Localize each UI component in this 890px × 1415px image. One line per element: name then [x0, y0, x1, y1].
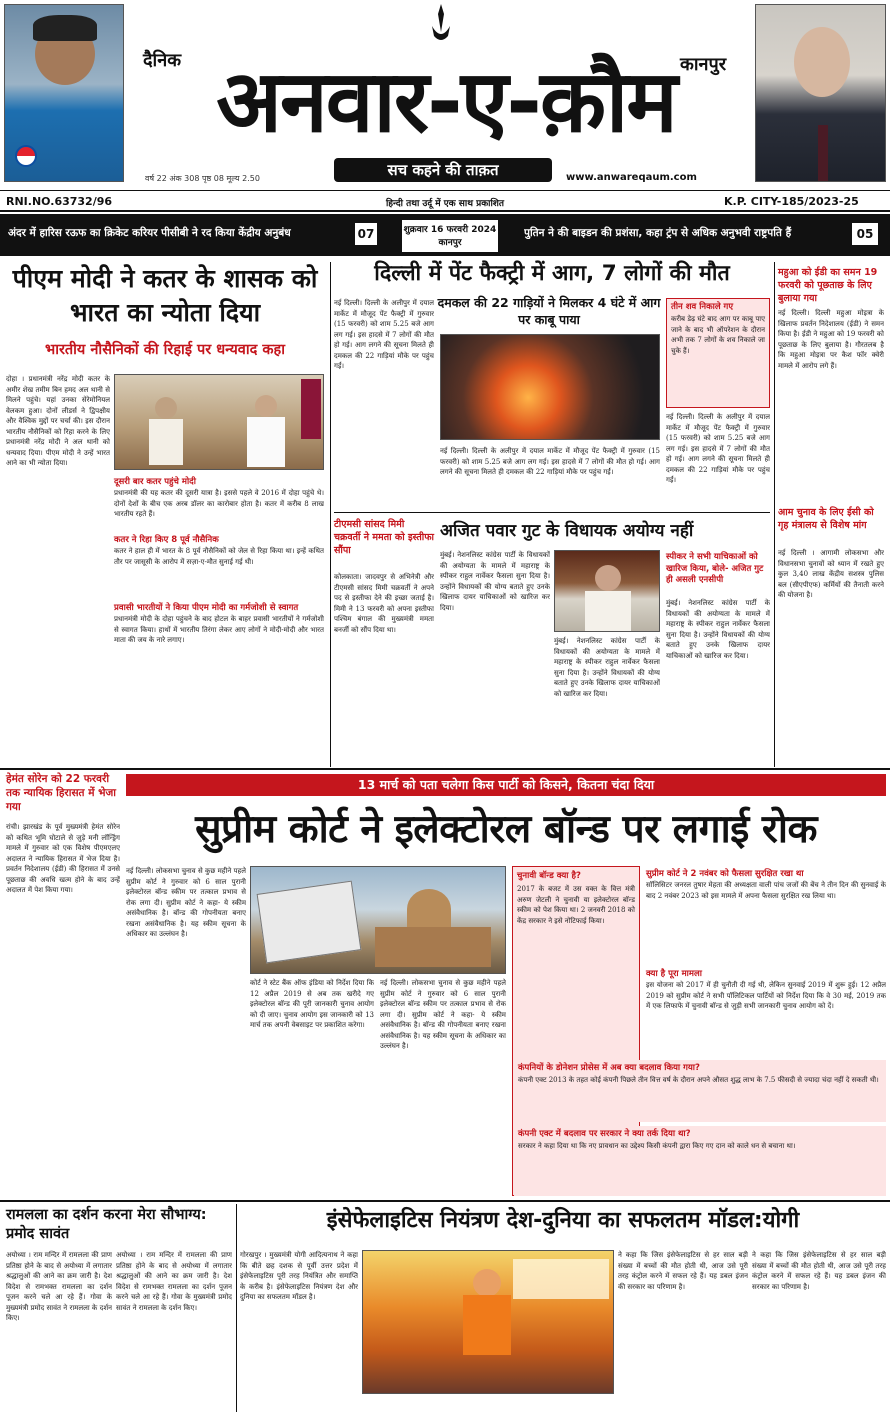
teaser-left[interactable]	[8, 226, 348, 240]
delhi-fire-headline: दिल्ली में पेंट फैक्ट्री में आग, 7 लोगों की मौत	[374, 261, 730, 286]
teaser-right[interactable]	[524, 226, 844, 240]
bond-body: नई दिल्ली। लोकसभा चुनाव से कुछ महीने पहले सुप्रीम कोर्ट ने गुरुवार को 6 साल पुरानी इलेक्टोरल बॉन्ड स्कीम पर तत्काल प्रभाव से रोक लगा दी। सुप्रीम कोर्ट ने कहा- ये स्कीम असंवैधानिक है। बॉन्ड की गोपनीयता बनाए रखना असंवैधानिक है। यह स्कीम सूचना के अधिकार का उल्लंघन है।	[126, 867, 246, 938]
fire-box-title: तीन शव निकाले गए	[671, 302, 734, 312]
bond-box1-body: 2017 के बजट में उस वक्त के वित्त मंत्री अरुण जेटली ने चुनावी या इलेक्टोरल बॉन्ड स्कीम को पेश किया था। 2 जनवरी 2018 को केंद्र सरकार ने इसे नोटिफाई किया।	[517, 885, 635, 925]
yogi-body: गोरखपुर । मुख्यमंत्री योगी आदित्यनाथ ने कहा कि बीते छह दशक से पूर्वी उत्तर प्रदेश में इंसेफेलाइटिस पूरी तरह नियंत्रित और समाप्ति के करीब है। इंसेफेलाइटिस नियंत्रण देश और दुनिया का सफलतम मॉडल है।	[240, 1251, 358, 1301]
bond-kicker: 13 मार्च को पता चलेगा किस पार्टी को किसने, कितना चंदा दिया	[357, 777, 655, 792]
bond-box1-title: चुनावी बॉन्ड क्या है?	[517, 871, 581, 881]
bond-box3-title: क्या है पूरा मामला	[646, 969, 702, 979]
rni-number: RNI.NO.63732/96	[6, 195, 113, 208]
mahua-body2: नई दिल्ली । आगामी लोकसभा और विधानसभा चुनावों को ध्यान में रखते हुए कुल 3,40 लाख केंद्रीय सशस्त्र पुलिस बल (सीएपीएफ) कर्मियों की तैनाती करने की योजना है।	[778, 549, 884, 599]
ram-body: अयोध्या । राम मन्दिर में रामलला की प्राण प्रतिष्ठा होने के बाद से अयोध्या में लगातार श्रद्धालुओं की आने का क्रम जारी है। देश विदेश से रामभक्त रामलला का दर्शन पूजन करने चले आ रहे हैं। गोवा के मुख्यमंत्री प्रमोद सावंत ने रामलला के दर्शन किए।	[6, 1251, 112, 1322]
date-box	[402, 220, 498, 252]
modi-headline: पीएम मोदी ने कतर के शासक को भारत का न्योता दिया	[12, 264, 318, 327]
fire-box-body: करीब डेढ़ घंटे बाद आग पर काबू पाए जाने के बाद भी ऑपरेशन के दौरान अभी तक 7 लोगों के शव निकाले जा चुके हैं।	[671, 315, 765, 355]
ajit-body-2: मुंबई। नेशनलिस्ट कांग्रेस पार्टी के विधायकों की अयोग्यता के मामले में महाराष्ट्र के स्पीकर राहुल नार्वेकर फैसला सुना दिया है। उन्होंने विधायकों की योग्य बताते हुए उनके खिलाफ दायर याचिकाओं को खारिज कर दिया।	[554, 637, 660, 698]
teaser-bar	[0, 214, 890, 256]
delhi-fire-subheadline: दमकल की 22 गाड़ियों ने मिलकर 4 घंटे में आग पर काबू पाया	[437, 295, 661, 327]
bond-body-2: कोर्ट ने स्टेट बैंक ऑफ इंडिया को निर्देश दिया कि 12 अप्रैल 2019 से अब तक खरीदे गए इलेक्टोरल बॉन्ड की पूरी जानकारी चुनाव आयोग को दी जाए। चुनाव आयोग इस जानकारी को 13 मार्च तक अपनी वेबसाइट पर प्रकाशित करेगा।	[250, 979, 374, 1029]
section-rule-2	[0, 1200, 890, 1202]
yogi-body-2: ने कहा कि जिस इंसेफेलाइटिस से हर साल बड़ी संख्या में बच्चों की मौत होती थी, आज उसे पूरी तरह कंट्रोल करने में सफल रहे हैं। यह डबल इंजन की सरकार का परिणाम है।	[618, 1251, 748, 1291]
teaser-left-text: अंदर में हारिस रऊफ का क्रिकेट करियर पीसीबी ने रद किया केंद्रीय अनुबंध	[8, 227, 291, 239]
bond-box4-title: कंपनियों के डोनेशन प्रोसेस में अब क्या बदलाव किया गया?	[518, 1063, 700, 1073]
teaser-right-text: पुतिन ने की बाइडन की प्रशंसा, कहा ट्रंप से अधिक अनुभवी राष्ट्रपति हैं	[524, 227, 792, 239]
cricketer-photo	[4, 4, 124, 182]
masthead	[0, 0, 890, 190]
mahua-sub2: आम चुनाव के लिए ईसी को गृह मंत्रालय से विशेष मांग	[778, 507, 874, 531]
bond-box2-body: सॉलिसिटर जनरल तुषार मेहता की अध्यक्षता वाली पांच जजों की बेंच ने तीन दिन की सुनवाई के बाद 2 नवंबर 2023 को इस मामले में अपना फैसला सुरक्षित रख लिया था।	[646, 881, 886, 900]
tagline-banner	[334, 158, 552, 182]
city-label: कानपुर	[680, 54, 727, 75]
bond-body-3: नई दिल्ली। लोकसभा चुनाव से कुछ महीने पहले सुप्रीम कोर्ट ने गुरुवार को 6 साल पुरानी इलेक्टोरल बॉन्ड स्कीम पर तत्काल प्रभाव से रोक लगा दी। सुप्रीम कोर्ट ने कहा- ये स्कीम असंवैधानिक है। बॉन्ड की गोपनीयता बनाए रखना असंवैधानिक है। यह स्कीम सूचना के अधिकार का उल्लंघन है।	[380, 979, 506, 1050]
mahua-body: नई दिल्ली। दिल्ली महुआ मोइत्रा के खिलाफ प्रवर्तन निदेशालय (ईडी) ने समन किया है। ईडी ने महुआ को 19 फरवरी को पूछताछ के लिए बुलाया है। गौरतलब है कि महुआ मोइत्रा पर कैश फॉर क्वेरी मामले में आरोप लगे हैं।	[778, 309, 884, 370]
putin-photo	[755, 4, 886, 182]
bond-box5-title: कंपनी एक्ट में बदलाव पर सरकार ने क्या तर्क दिया था?	[518, 1129, 691, 1139]
languages-strip: हिन्दी तथा उर्दू में एक साथ प्रकाशित	[385, 199, 505, 209]
tms-headline: टीएमसी सांसद मिमी चक्रवर्ती ने ममता को इस्तीफा सौंपा	[334, 519, 435, 556]
modi-sec3-title: प्रवासी भारतीयों ने किया पीएम मोदी का गर्मजोशी से स्वागत	[114, 603, 299, 613]
delhi-fire-photo	[440, 334, 660, 440]
website-url[interactable]: www.anwareqaum.com	[566, 172, 697, 183]
modi-subheadline: भारतीय नौसैनिकों की रिहाई पर धन्यवाद कहा	[45, 342, 285, 358]
fire-bottom-rule	[334, 512, 770, 513]
modi-sec2-title: कतर ने रिहा किए 8 पूर्व नौसैनिक	[114, 535, 219, 545]
delhi-fire-body-3: नई दिल्ली। दिल्ली के अलीपुर में दयाल मार्केट में मौजूद पेंट फैक्ट्री में गुरुवार (15 फरवरी) को शाम 5.25 बजे आग लग गई। इस हादसे में 7 लोगों की मौत हो गई। आग लगने की सूचना मिलते ही दमकल की 22 गाड़ियां मौके पर पहुंच गईं।	[666, 413, 770, 484]
ajit-body: मुंबई। नेशनलिस्ट कांग्रेस पार्टी के विधायकों की अयोग्यता के मामले में महाराष्ट्र के स्पीकर राहुल नार्वेकर फैसला सुना दिया है। उन्होंने विधायकों की योग्य बताते हुए उनके खिलाफ दायर याचिकाओं को खारिज कर दिया।	[440, 551, 550, 612]
teaser-left-page: 07	[355, 223, 377, 245]
ajit-side-title: स्पीकर ने सभी याचिकाओं को खारिज किया, बोले- अजित गुट ही असली एनसीपी	[666, 552, 764, 585]
mahua-headline: महुआ को ईडी का समन 19 फरवरी को पूछताछ के लिए बुलाया गया	[778, 267, 878, 304]
bond-box4-body: कंपनी एक्ट 2013 के तहत कोई कंपनी पिछले तीन वित्त वर्ष के दौरान अपने औसत शुद्ध लाभ के 7.5 फीसदी से ज्यादा चंदा नहीं दे सकती थी।	[518, 1076, 879, 1084]
modi-sec1-body: प्रधानमंत्री की यह कतर की दूसरी यात्रा है। इससे पहले वे 2016 में दोहा पहुंचे थे। दोनों देशों के बीच एक अरब डॉलर का कारोबार होता है। कतर में करीब 8 लाख भारतीय रहते हैं।	[114, 489, 324, 518]
yogi-event-photo	[362, 1250, 614, 1394]
modi-sec1-title: दूसरी बार कतर पहुंचे मोदी	[114, 477, 196, 487]
yogi-body-3: ने कहा कि जिस इंसेफेलाइटिस से हर साल बड़ी संख्या में बच्चों की मौत होती थी, आज उसे पूरी तरह कंट्रोल करने में सफल रहे हैं। यह डबल इंजन की सरकार का परिणाम है।	[752, 1251, 886, 1291]
kp-city-number: K.P. CITY-185/2023-25	[724, 195, 859, 208]
modi-sec2-body: कतर ने हाल ही में भारत के 8 पूर्व नौसैनिकों को जेल से रिहा किया था। इन्हें कथित तौर पर जासूसी के आरोप में सज़ा-ए-मौत सुनाई गई थी।	[114, 547, 324, 566]
teaser-right-page: 05	[852, 223, 878, 245]
col-divider-2	[774, 262, 775, 767]
bond-box-5	[514, 1126, 886, 1196]
bond-box5-body: सरकार ने कहा दिया था कि नए प्रावधान का उद्देश्य किसी कंपनी द्वारा किए गए दान को काले धन से बचाना था।	[518, 1142, 796, 1150]
ram-body-2: अयोध्या । राम मन्दिर में रामलला की प्राण प्रतिष्ठा होने के बाद से अयोध्या में लगातार श्रद्धालुओं की आने का क्रम जारी है। देश विदेश से रामभक्त रामलला का दर्शन पूजन करने चले आ रहे हैं। गोवा के मुख्यमंत्री प्रमोद सावंत ने रामलला के दर्शन किए।	[116, 1251, 232, 1312]
bond-box-4	[514, 1060, 886, 1122]
ram-headline: रामलला का दर्शन करना मेरा सौभाग्य: प्रमोद सावंत	[6, 1207, 207, 1242]
rni-bar	[0, 190, 890, 212]
issue-meta-strip: वर्ष 22 अंक 308 पृष्ठ 08 मूल्य 2.50	[145, 174, 260, 183]
tms-body: कोलकाता। जादवपुर से अभिनेत्री और टीएमसी सांसद मिमी चक्रवर्ती ने अपने पद से इस्तीफा देने की इच्छा जताई है। मिमी ने 13 फरवरी को अपना इस्तीफा पश्चिम बंगाल की मुख्यमंत्री ममता बनर्जी को सौंप दिया था।	[334, 573, 434, 634]
bond-headline: सुप्रीम कोर्ट ने इलेक्टोरल बॉन्ड पर लगाई रोक	[195, 807, 817, 852]
yogi-headline: इंसेफेलाइटिस नियंत्रण देश-दुनिया का सफलतम मॉडल:योगी	[326, 1208, 800, 1233]
delhi-fire-body-2: नई दिल्ली। दिल्ली के अलीपुर में दयाल मार्केट में मौजूद पेंट फैक्ट्री में गुरुवार (15 फरवरी) को शाम 5.25 बजे आग लग गई। इस हादसे में 7 लोगों की मौत हो गई। आग लगने की सूचना मिलते ही दमकल की 22 गाड़ियां मौके पर पहुंच गईं।	[440, 447, 660, 476]
col-divider-1	[330, 262, 331, 767]
section-rule-1	[0, 768, 890, 770]
hemant-headline: हेमंत सोरेन को 22 फरवरी तक न्यायिक हिरासत में भेजा गया	[6, 773, 117, 813]
ajit-photo	[554, 550, 660, 632]
hemant-body: रांची। झारखंड के पूर्व मुख्यमंत्री हेमंत सोरेन को कथित भूमि घोटाले से जुड़े मनी लॉन्ड्रिंग मामले में गुरुवार को एक विशेष पीएमएलए अदालत ने न्यायिक हिरासत में भेज दिया है। प्रवर्तन निदेशालय (ईडी) की हिरासत में उनसे पूछताछ की अवधि खत्म होने के बाद उन्हें अदालत में पेश किया गया।	[6, 823, 120, 894]
modi-sec3-body: प्रधानमंत्री मोदी के दोहा पहुंचने के बाद होटल के बाहर प्रवासी भारतीयों ने गर्मजोशी से स्वागत किया। हाथों में भारतीय तिरंगा लेकर आए लोगों ने मोदी-मोदी और भारत माता की जय के नारे लगाए।	[114, 615, 324, 644]
newspaper-title: अनवार-ए-क़ौम	[216, 52, 676, 152]
modi-body: दोहा । प्रधानमंत्री नरेंद्र मोदी कतर के अमीर शेख तमीम बिन हमद अल थानी से मिलने पहुंचे। यहां उनका सेरेमोनियल वेलकम हुआ। दोनों लीडर्स ने द्विपक्षीय और वैश्विक मुद्दों पर चर्चा की। इस दौरान भारतीय नौसैनिकों को रिहा करने के लिए प्रधानमंत्री नरेंद्र मोदी ने अल थानी को धन्यवाद दिया। पीएम मोदी ने उन्हें भारत आने का भी न्योता दिया।	[6, 375, 110, 467]
supreme-court-photo	[250, 866, 506, 974]
ajit-side-body: मुंबई। नेशनलिस्ट कांग्रेस पार्टी के विधायकों की अयोग्यता के मामले में महाराष्ट्र के स्पीकर राहुल नार्वेकर फैसला सुना दिया है। उन्होंने विधायकों की योग्य बताते हुए उनके खिलाफ दायर याचिकाओं को खारिज कर दिया।	[666, 599, 770, 660]
fire-box	[666, 298, 770, 408]
pen-hand-emblem-icon	[427, 2, 455, 44]
bond-box3-body: इस योजना को 2017 में ही चुनौती दी गई थी, लेकिन सुनवाई 2019 में शुरू हुई। 12 अप्रैल 2019 को सुप्रीम कोर्ट ने सभी पॉलिटिकल पार्टियों को निर्देश दिया कि वे 30 मई, 2019 तक में एक लिफाफे में चुनावी बॉन्ड से जुड़ी सभी जानकारी चुनाव आयोग को दें।	[646, 981, 886, 1010]
bond-box2-title: सुप्रीम कोर्ट ने 2 नवंबर को फैसला सुरक्षित रखा था	[646, 869, 804, 879]
pepsi-logo-icon	[15, 145, 37, 167]
delhi-fire-body: नई दिल्ली। दिल्ली के अलीपुर में दयाल मार्केट में मौजूद पेंट फैक्ट्री में गुरुवार (15 फरवरी) को शाम 5.25 बजे आग लग गई। इस हादसे में 7 लोगों की मौत हो गई। आग लगने की सूचना मिलते ही दमकल की 22 गाड़ियां मौके पर पहुंच गईं।	[334, 299, 434, 370]
ajit-headline: अजित पवार गुट के विधायक अयोग्य नहीं	[440, 521, 694, 541]
bond-kicker-banner	[126, 774, 886, 796]
col-divider-3	[236, 1204, 237, 1412]
tagline: सच कहने की ताक़त	[387, 161, 499, 179]
issue-date: शुक्रवार 16 फरवरी 2024 कानपुर	[403, 225, 497, 248]
daily-label: दैनिक	[143, 50, 182, 71]
modi-qatar-photo	[114, 374, 324, 470]
